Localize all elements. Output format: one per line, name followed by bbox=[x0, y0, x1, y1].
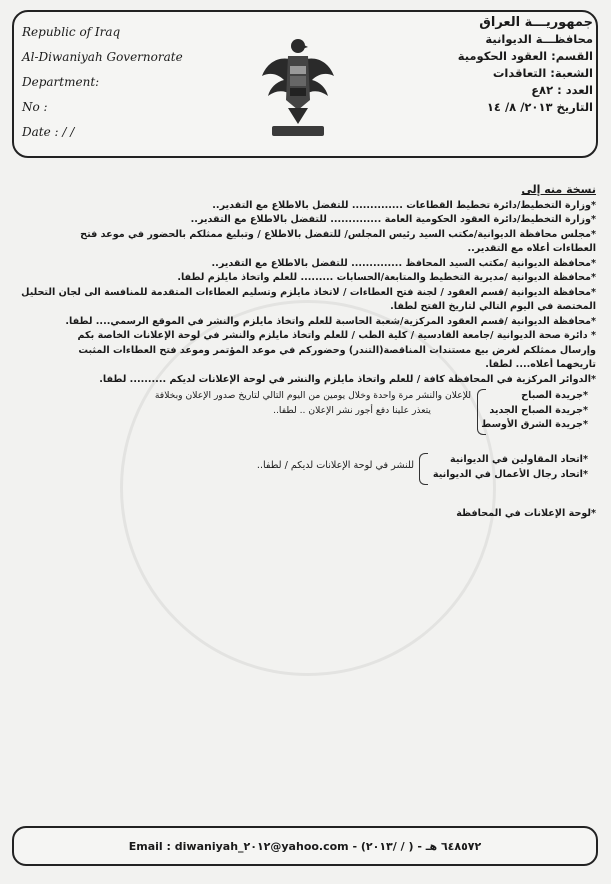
list-item: العطاءات أعلاه مع التقدير.. bbox=[467, 243, 596, 254]
english-number: No : bbox=[22, 100, 48, 114]
unions-group bbox=[14, 453, 596, 491]
footer-contact: Email : diwaniyah_٢٠١٢@yahoo.com - (٢٠١٣/ / ) - ٦٤٨٥٧٢ هـ bbox=[128, 840, 482, 853]
arabic-number: العدد : ٨٢ع bbox=[531, 83, 593, 97]
newspaper-note bbox=[155, 389, 471, 418]
footer bbox=[12, 826, 598, 866]
distribution-list bbox=[14, 183, 596, 522]
list-item: تاريخهما أعلاه.... لطفا. bbox=[485, 359, 596, 370]
list-item: *وزارة التخطيط/دائرة العقود الحكومية العامة .............. للتفضل بالاطلاع مع التقدير.. bbox=[190, 214, 596, 225]
list-item: *الدوائر المركزية في المحافظة كافة / للعلم واتخاذ مايلزم والنشر في لوحة الإعلانات لديكم .......... لطفا. bbox=[99, 373, 596, 385]
union-note: للنشر في لوحة الإعلانات لديكم / لطفا.. bbox=[256, 460, 414, 471]
brace-icon bbox=[477, 389, 486, 435]
list-item: *وزارة التخطيط/دائرة تخطيط القطاعات .............. للتفضل بالاطلاع مع التقدير.. bbox=[212, 199, 596, 211]
iraq-eagle-emblem-icon bbox=[258, 32, 338, 144]
list-item: * دائرة صحة الديوانية /جامعة القادسية / كلية الطب / للعلم واتخاذ مايلزم والنشر في لوحة الإعلانات الخاصة بكم bbox=[77, 330, 596, 341]
newspapers-group bbox=[14, 389, 596, 445]
arabic-date: التاريخ ٢٠١٣/ ٨/ ١٤ bbox=[486, 100, 593, 114]
copy-to-title: نسخة منه إلى bbox=[521, 183, 596, 196]
newspaper-list bbox=[481, 389, 588, 433]
english-letterhead bbox=[22, 20, 183, 145]
newspaper-item: *جريدة الشرق الأوسط bbox=[481, 419, 588, 430]
arabic-department: القسم: العقود الحكومية bbox=[457, 49, 593, 63]
union-item: *اتحاد المقاولين في الديوانية bbox=[450, 454, 588, 465]
brace-icon bbox=[419, 453, 428, 485]
english-date: Date : / / bbox=[22, 125, 75, 139]
union-list bbox=[433, 453, 588, 482]
english-governorate: Al-Diwaniyah Governorate bbox=[22, 50, 183, 64]
arabic-division: الشعبة: التعاقدات bbox=[492, 66, 593, 80]
arabic-country: جمهوريـــة العراق bbox=[479, 15, 593, 30]
list-item: *محافظة الديوانية /مديرية التخطيط والمتابعة/الحسابات ......... للعلم واتخاذ مايلزم لطفا. bbox=[177, 272, 596, 283]
english-department: Department: bbox=[22, 75, 100, 89]
list-item: وإرسال ممثلكم لغرض بيع مستندات المناقصة(التندر) وحضوركم في موعد المؤتمر وموعد فتح العطاءات المثبت bbox=[78, 344, 596, 356]
arabic-governorate: محافظـــة الديوانية bbox=[485, 32, 593, 46]
list-item: *محافظة الديوانية /قسم العقود المركزية/شعبة الحاسبة للعلم واتخاذ مايلزم والنشر في الموقع الرسمي.... لطفا. bbox=[65, 315, 596, 327]
newspaper-item: *جريدة الصباح الجديد bbox=[489, 404, 588, 416]
newspaper-item: *جريدة الصباح bbox=[521, 390, 588, 401]
list-item: *محافظة الديوانية /قسم العقود / لجنة فتح العطاءات / لاتخاذ مايلزم وتسليم العطاءات المتقدمة للمنافسة الى لجان التحليل bbox=[21, 286, 596, 298]
list-item: المختصة في اليوم التالي لتاريخ الفتح لطفا. bbox=[390, 301, 596, 312]
arabic-letterhead bbox=[458, 14, 593, 116]
union-item: *اتحاد رجال الأعمال في الديوانية bbox=[432, 468, 588, 480]
list-item: *محافظة الديوانية /مكتب السيد المحافظ .............. للتفضل بالاطلاع مع التقدير.. bbox=[211, 257, 596, 269]
newspaper-note-line: للإعلان والنشر مرة واحدة وخلال يومين من اليوم التالي لتاريخ صدور الإعلان وبخلافة bbox=[154, 390, 471, 401]
list-item: *مجلس محافظة الديوانية/مكتب السيد رئيس المجلس/ للتفضل بالاطلاع / وتبليغ ممثلكم بالحضور في موعد فتح bbox=[80, 228, 596, 240]
list-item: *لوحة الإعلانات في المحافظة bbox=[456, 508, 596, 519]
english-country: Republic of Iraq bbox=[22, 25, 121, 39]
newspaper-note-line: يتعذر علينا دفع أجور نشر الإعلان .. لطفا.. bbox=[273, 404, 431, 416]
